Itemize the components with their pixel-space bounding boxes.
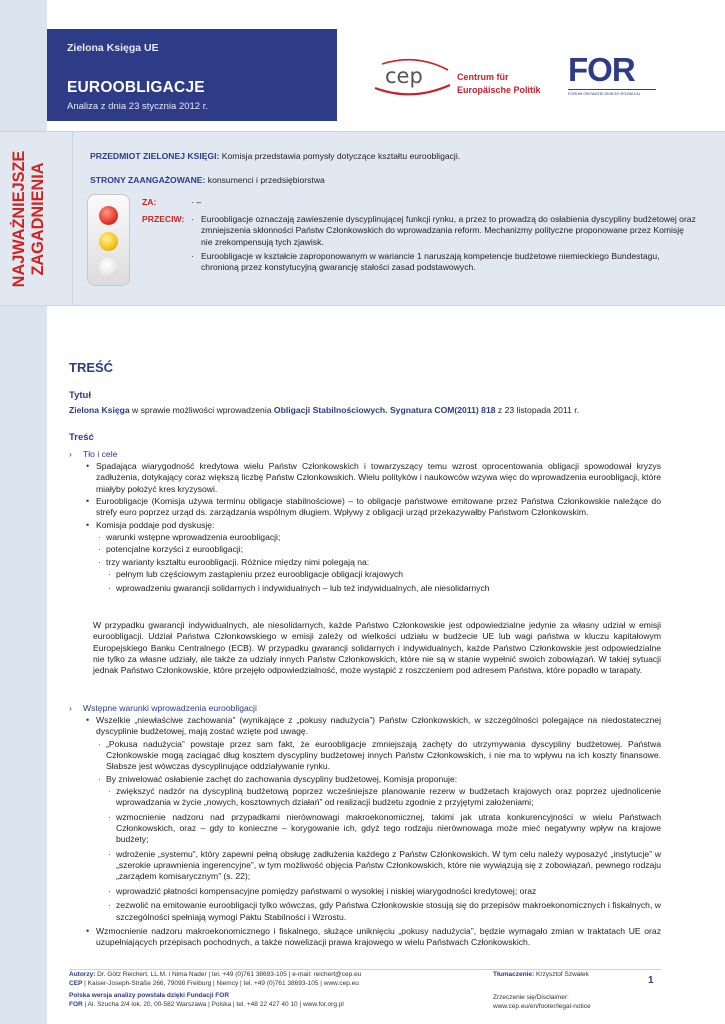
cep-mark: cep (385, 64, 423, 88)
cep-name-line2: Europäische Politik (457, 85, 541, 96)
polish-version-note: Polska wersja analizy powstała dzięki Fundacji FOR (69, 991, 230, 999)
point-title: Wstępne warunki wprowadzenia euroobligacji (83, 703, 257, 713)
sub-sub-list-item: · wzmocnienie nadzoru nad przypadkami nierównowagi makroekonomicznej, takimi jak utrata konkurencyjności w wielu Państwach Członkowskich, oraz – gdy to konieczne – korygowanie ich, gdyż tego rodzaju nierównowaga może mieć negatywny wpływ na krajowe budżety; (106, 812, 661, 846)
parties-text: konsumenci i przedsiębiorstwa (205, 175, 325, 185)
list-item: • Euroobligacje (Komisja używa terminu obligacje stabilnościowe) – to obligacje państwowe emitowane przez Państwa Członkowskie należące do strefy euro poprzez urząd ds. zarządzania wspólnym długiem. Wpływy z obligacji urząd przekazywałby Państwom Członkowskim. (86, 496, 661, 519)
series-label: Zielona Księga UE (67, 42, 159, 54)
chevron-right-icon: › (69, 703, 72, 713)
sub-list-item-text: trzy warianty kształtu euroobligacji. Różnice między nimi polegają na: (106, 556, 370, 567)
contra-label: PRZECIW: (142, 214, 185, 224)
cep-logo (372, 55, 454, 104)
sub-sub-list-item: · zezwolić na emitowanie euroobligacji tylko wówczas, gdy Państwa Członkowskie stosują się do przepisów makroekonomicznych i fiskalnych, w szczególności spełniają wymogi Paktu Stabilności i Wzrostu. (106, 900, 661, 923)
green-paper-label: Zielona Księga (69, 405, 130, 415)
subject-label: PRZEDMIOT ZIELONEJ KSIĘGI: (90, 151, 220, 161)
cep-address: | Kaiser-Joseph-Straße 266, 79098 Freiburg | Niemcy | tel. +49 (0)761 38693-105 | www.cep.eu (82, 979, 359, 987)
for-logo (568, 53, 660, 96)
guarantee-paragraph: W przypadku gwarancji indywidualnych, ale niesolidarnych, każde Państwo Członkowskie jest odpowiedzialne jedynie za własny udział w emisji euroobligacji. Udział Państwa Członkowskiego w emisji zależy od wielkości udziału w budżecie UE lub wagi państwa w kluczu kapitałowym Europejskiego Banku Centralnego (ECB). W przypadku gwarancji solidarnych i indywidualnych, każde Państwo Członkowskie jest odpowiedzialne nie tylko za własne udziały, ale także za udziały innych Państw Członkowskich, które nie są w stanie wypełnić swoich zobowiązań. W takiej sytuacji jednak Państwo Członkowskie, które przejęło odpowiedzialność, może wystąpić z roszczeniem pod adresem Państwa, które popadło w tarapaty. (93, 620, 661, 676)
sub-sub-list-item: · zwiększyć nadzór na dyscypliną budżetową poprzez wcześniejsze planowanie rezerw w budżetach krajowych oraz poprzez ujednolicenie wprowadzania w życie „nowych, kosztownych działań” od realizacji budżetu zgodnie z przyjętymi założeniami; (106, 786, 661, 809)
section-title: TREŚĆ (69, 360, 114, 375)
translator: Krzysztof Szwałek (534, 971, 589, 978)
sub-list-item: · warunki wstępne wprowadzenia euroobligacji; (96, 532, 661, 543)
list-item-text: Komisja poddaje pod dyskusję: (96, 519, 215, 530)
for-address: | Al. Szucha 2/4 lok. 20, 00-582 Warszawa | Polska | tel. +48 22 427 40 10 | www.for.org.pl (82, 1000, 344, 1008)
authors-label: Autorzy: (69, 971, 96, 978)
background-list (86, 461, 661, 598)
sub-list (96, 532, 661, 595)
key-issues-line2: ZAGADNIENIA (29, 162, 47, 276)
content-heading: Treść (69, 432, 94, 443)
analysis-date: Analiza z dnia 23 stycznia 2012 r. (67, 101, 209, 112)
footer-right (493, 971, 643, 1012)
document-title (69, 405, 669, 416)
for-label: FOR (69, 1000, 83, 1008)
sub-list (96, 739, 661, 923)
sub-sub-list-item: · pełnym lub częściowym zastąpieniu przez euroobligacje obligacji krajowych (106, 569, 661, 580)
title-text: w sprawie możliwości wprowadzenia (129, 405, 274, 415)
sub-sub-list-item: · wdrożenie „systemu”, który zapewni pełną obsługę zadłużenia każdego z Państw Członkowskich. W tym celu należy wyposażyć „instytucje” w „szerokie uprawnienia ingerencyjne”, w tym możliwość objęcia Państw Członkowskich, które nie wywiązują się z zobowiązań, pewnego rodzaju „zarządem komisarycznym” (s. 22); (106, 849, 661, 883)
sub-sub-list-item: · wprowadzeniu gwarancji solidarnych i indywidualnych – lub też indywidualnych, ale niesolidarnych (106, 583, 661, 594)
list-item (86, 520, 661, 595)
sub-sub-list-item: · wprowadzić płatności kompensacyjne pomiędzy państwami o wysokiej i niskiej wiarygodności kredytowej; oraz (106, 886, 661, 897)
authors-text: Dr. Götz Reichert, LL.M. i Nima Nader | tel. +49 (0)761 38693-105 | e-mail: reichert@cep.eu (95, 971, 362, 978)
signature: Obligacji Stabilnościowych. Sygnatura COM(2011) 818 (273, 405, 496, 415)
list-item (86, 715, 661, 923)
chevron-right-icon: › (69, 449, 72, 459)
sub-list-item: · potencjalne korzyści z euroobligacji; (96, 544, 661, 555)
summary-divider (72, 131, 73, 306)
off-lamp-icon (99, 258, 118, 277)
translation-label: Tłumaczenie: (493, 971, 535, 978)
title-heading: Tytuł (69, 390, 91, 401)
disclaimer-link[interactable]: www.cep.eu/en/footer/legal-notice (493, 1002, 591, 1010)
for-tagline: FORUM OBYWATELSKIEGO ROZWOJU (568, 89, 656, 96)
for-mark: FOR (568, 51, 635, 88)
sub-list-item (96, 774, 661, 923)
sub-sub-list (106, 569, 661, 595)
list-item: • Wzmocnienie nadzoru makroekonomicznego i fiskalnego, służące uniknięciu „pokusy nadużycia”, będzie wymagało zmian w traktatach UE oraz uzupełniających przepisach pochodnych, a także nowelizacji prawa krajowego w wielu Państwach Członkowskich. (86, 926, 661, 949)
parties-line (90, 175, 325, 186)
contra-item: · Euroobligacje w kształcie zaproponowanym w wariancie 1 naruszają kompetencje budżetowe niemieckiego Bundestagu, chronioną przez konstytucyjną gwarancję stałości zasad podstawowych. (191, 251, 696, 274)
key-issues-line1: NAJWAŻNIEJSZE (10, 150, 28, 288)
traffic-light-icon (87, 194, 130, 286)
footer-left (69, 971, 489, 1010)
cep-name (457, 71, 541, 97)
page-title: EUROOBLIGACJE (67, 79, 205, 96)
pro-text: · – (191, 197, 202, 207)
subject-text: Komisja przedstawia pomysły dotyczące kształtu euroobligacji. (219, 151, 461, 161)
cep-label: CEP (69, 979, 83, 987)
parties-label: STRONY ZAANGAŻOWANE: (90, 175, 206, 185)
pro-label: ZA: (142, 197, 157, 207)
yellow-lamp-icon (99, 232, 118, 251)
sub-list-item-text: By zniwelować osłabienie zachęt do zachowania dyscypliny budżetowej, Komisja proponuje: (106, 773, 458, 784)
disclaimer-label: Zrzeczenie się/Disclaimer: (493, 993, 569, 1001)
point-background (69, 449, 117, 460)
preconditions-list (86, 715, 661, 950)
sub-sub-list (106, 786, 661, 923)
key-issues-title (10, 146, 56, 292)
footer-divider (69, 969, 661, 970)
cep-name-line1: Centrum für (457, 72, 509, 82)
point-preconditions (69, 703, 257, 714)
title-date: z 23 listopada 2011 r. (495, 405, 579, 415)
list-item-text: Wszelkie „niewłaściwe zachowania” (wynikające z „pokusy nadużycia”) Państw Członkowskich, w szczególności polegające na niedostatecznej dyscyplinie budżetowej, mają zostać wzięte pod uwagę. (96, 715, 661, 737)
list-item: • Spadająca wiarygodność kredytowa wielu Państw Członkowskich i towarzyszący temu wzrost oprocentowania obligacji spowodował kryzys zadłużenia, dotykający coraz większą liczbę Państw Członkowskich. Wielu polityków i naukowców wzywa więc do wprowadzenia euroobligacji, które miałyby położyć kres kryzysowi. (86, 461, 661, 495)
sub-list-item (96, 557, 661, 595)
red-lamp-icon (99, 206, 118, 225)
contra-item: · Euroobligacje oznaczają zawieszenie dyscyplinującej funkcji rynku, a przez to prowadzą do osłabienia dyscypliny budżetowej oraz zmniejszenia skłonności Państw Członkowskich do wprowadzania reform. Mechanizmy polityczne proponowane przez Komisję nie zrekompensują tych zjawisk. (191, 214, 696, 248)
contra-list (191, 214, 696, 277)
subject-line (90, 151, 460, 162)
sub-list-item: · „Pokusa nadużycia” powstaje przez sam fakt, że euroobligacje zmniejszają zachęty do utrzymywania dyscypliny budżetowej. Państwa Członkowskie mogą zaciągać dług kosztem dyscypliny budżetowej innych Państw Członkowskich, i nie ma to wpływu na ich koszty finansowe. Słabsze jest wówczas dyscyplinujące oddziaływanie rynku. (96, 739, 661, 773)
page-number: 1 (648, 975, 654, 986)
point-title: Tło i cele (83, 449, 118, 459)
